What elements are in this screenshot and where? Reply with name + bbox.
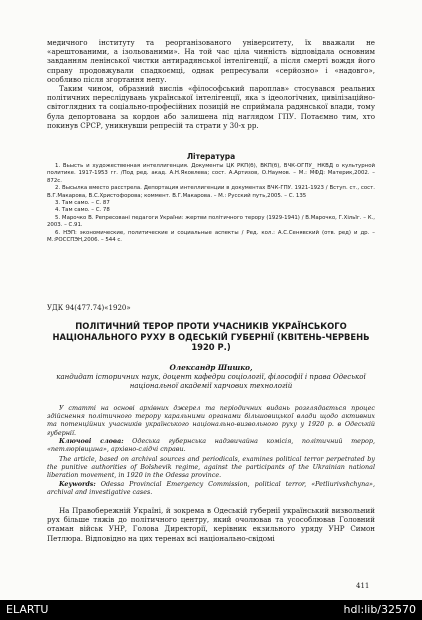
author-name: Олександр Шишко,	[169, 363, 253, 372]
footer-bar	[0, 600, 422, 620]
author-affiliation: кандидат історичних наук, доцент кафедри соціології, філософії і права Одеської національної академії харчових технологій	[56, 373, 366, 390]
abstract-en: The article, based on archival sources and periodicals, examines political terror perpetrated by the punitive authorities of Bolshevik regime, against the participants of the Ukrainian national liberation movement, in 1920 in the Odessa province.	[47, 455, 375, 480]
reference-item: 3. Там само. – С. 87	[55, 200, 110, 207]
body-text	[47, 506, 375, 543]
page-number: 411	[356, 582, 370, 590]
body-paragraph: На Правобережній Україні, й зокрема в Одеській губернії український визвольний рух більше тяжів до політичного центру, який очолював та усособлював Головний отаман військ УНР, Голова Директорії, керівник екзильного уряду УНР Симон Петлюра. Відповідно на цих теренах всі національно-свідомі	[47, 506, 375, 543]
intro-paragraph-1: медичного інституту та реорганізованого університету, їх вважали не «арештованими, а ізольованими». На той час ціла чинність відповідала основним завданням ленінської чистки антирадянської інтелігенції, а після смерті вождя його справу продовжували спадкоємці, однак репресували «серйозно» і «надовго», особливо після згортання непу.	[47, 38, 375, 84]
keywords-en	[47, 480, 375, 496]
footer-repository-label: ELARTU	[6, 603, 49, 616]
keywords-en-text: Odessa Provincial Emergency Commission, political terror, «Petliurivshchyna», archival and investigative cases.	[47, 480, 375, 497]
reference-list	[47, 163, 375, 244]
intro-text	[47, 38, 375, 130]
reference-item: 6. НЭП: экономические, политические и социальные аспекты / Ред. кол.: А.С.Сенявский (отв. ред) и др. – М.:РОССПЭН,2006. – 544 с.	[47, 229, 375, 244]
abstract-ua: У статті на основі архівних джерел та періодичних видань розглядається процес здійснення політичного терору каральними органами більшовицької влади щодо активних та потенційних учасників українського національно-визвольного руху у 1920 р. в Одеській губернії.	[47, 404, 375, 437]
reference-item: 1. Вьысть и художественная интеллигенция. Документы ЦК РКП(б), ВКП(б), ВЧК-ОГПУ_ НКВД о культурной политике. 1917-1953 гг. /Под ред. акад. А.Н.Яковлева; сост. А.Артизов, О.Наумов. – М.: МФД: Материк,2002. – 872с.	[47, 163, 375, 184]
keywords-ua	[47, 437, 375, 453]
keywords-en-label: Keywords:	[59, 480, 96, 488]
reference-item: 4. Там само. – С. 78	[55, 207, 110, 214]
footer-handle-link[interactable]: hdl:lib/32570	[343, 603, 416, 616]
keywords-ua-text: Одеська губернська надзвичайна комісія, політичний терор, «петлюрівщина», архівно-слідчі справи.	[47, 437, 375, 454]
udk-code: УДК 94(477.74)«1920»	[47, 304, 131, 312]
keywords-ua-label: Ключові слова:	[59, 437, 124, 445]
reference-item: 2. Высылка вместо расстрела. Депортация интеллигенции в документах ВЧК-ГПУ. 1921-1923 / Вступ. ст., сост. В.Г.Макарова, В.С.Христофорова; коммент. В.Г.Макарова. – М.: Русский путь,2005. – С. 135	[47, 185, 375, 199]
literature-heading: Література	[186, 152, 236, 161]
reference-item: 5. Марочко В. Репресовані педагоги України: жертви політичного терору (1929-1941) / В.Марочко, Г.Хільїг. – К., 2003. – С.91.	[47, 214, 375, 229]
article-title: ПОЛІТИЧНИЙ ТЕРОР ПРОТИ УЧАСНИКІВ УКРАЇНСЬКОГО НАЦІОНАЛЬНОГО РУХУ В ОДЕСЬКІЙ ГУБЕРНІЇ (КВІТЕНЬ-ЧЕРВЕНЬ 1920 Р.)	[52, 321, 370, 353]
intro-paragraph-2: Таким чином, образний вислів «філософський пароплав» стосувався реальних політичних переслідувань української інтелігенції, яка з ідеологічних, цивілізаційно-світоглядних та соціально-професійних позицій не сприймала радянської влади, тому була депортована за кордон або залишена під наглядом ГПУ. Потаємно тим, хто покинув СРСР, уникнувши репресій та страти у 30-х рр.	[47, 84, 375, 130]
